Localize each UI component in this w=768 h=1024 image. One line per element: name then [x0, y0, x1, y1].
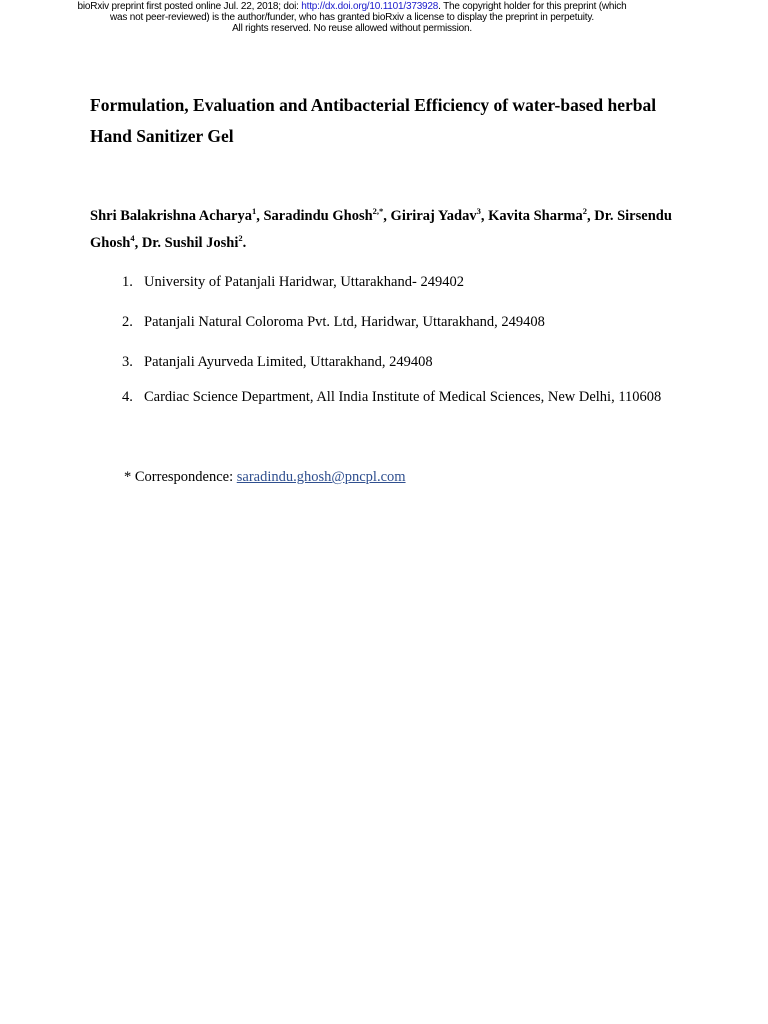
- author-name: Kavita Sharma: [488, 208, 583, 224]
- author-affiliation-marker: 3: [476, 206, 481, 216]
- author-separator: ,: [256, 208, 264, 224]
- affiliation-number: 3.: [122, 354, 133, 370]
- author-separator: .: [242, 235, 247, 251]
- affiliation-text: University of Patanjali Haridwar, Uttarakhand- 249402: [144, 274, 464, 290]
- author: [391, 208, 489, 224]
- affiliation-number: 4.: [122, 389, 133, 405]
- author-affiliation-marker: 4: [130, 233, 135, 243]
- author-separator: ,: [480, 208, 489, 224]
- author: [142, 235, 246, 251]
- author-separator: ,: [134, 235, 142, 251]
- author-name: Giriraj Yadav: [390, 208, 477, 224]
- correspondence-label: * Correspondence:: [124, 469, 237, 485]
- preprint-notice: [0, 1, 704, 34]
- author: [90, 208, 263, 224]
- affiliation-item: [122, 353, 433, 371]
- author-list: [90, 203, 700, 257]
- affiliation-item: [122, 388, 661, 406]
- affiliation-item: [122, 313, 545, 331]
- affiliation-text: Patanjali Natural Coloroma Pvt. Ltd, Haridwar, Uttarakhand, 249408: [144, 314, 545, 330]
- correspondence-email-link[interactable]: saradindu.ghosh@pncpl.com: [236, 469, 406, 485]
- correspondence: [124, 468, 406, 486]
- affiliation-text: Patanjali Ayurveda Limited, Uttarakhand, 249408: [144, 354, 433, 370]
- author-separator: ,: [587, 208, 595, 224]
- notice-line-2: was not peer-reviewed) is the author/funder, who has granted bioRxiv a license to display the preprint in perpetuity.: [110, 12, 594, 23]
- affiliation-item: [122, 273, 464, 291]
- author-name: Shri Balakrishna Acharya: [90, 208, 252, 224]
- notice-line-3: All rights reserved. No reuse allowed without permission.: [232, 23, 472, 34]
- affiliation-text: Cardiac Science Department, All India Institute of Medical Sciences, New Delhi, 110608: [144, 389, 662, 405]
- author-name: Saradindu Ghosh: [263, 208, 373, 224]
- author-affiliation-marker: 2: [582, 206, 588, 216]
- author-name: Dr. Sirsendu Ghosh: [90, 208, 672, 251]
- author-affiliation-marker: 2: [238, 233, 243, 243]
- notice-line-1: [0, 1, 704, 12]
- author: [488, 208, 594, 224]
- author: [263, 208, 390, 224]
- notice-line-1-prefix: bioRxiv preprint first posted online Jul. 22, 2018; doi:: [77, 1, 302, 12]
- author-affiliation-marker: 2,*: [372, 206, 384, 216]
- affiliation-number: 2.: [122, 314, 133, 330]
- author-affiliation-marker: 1: [251, 206, 257, 216]
- doi-link[interactable]: http://dx.doi.org/10.1101/373928: [301, 1, 439, 12]
- author-separator: ,: [383, 208, 391, 224]
- affiliation-number: 1.: [122, 274, 133, 290]
- notice-line-1-suffix: . The copyright holder for this preprint (which: [438, 1, 627, 12]
- author-name: Dr. Sushil Joshi: [141, 235, 239, 251]
- paper-title: Formulation, Evaluation and Antibacterial Efficiency of water-based herbal Hand Sanitizer Gel: [90, 95, 657, 146]
